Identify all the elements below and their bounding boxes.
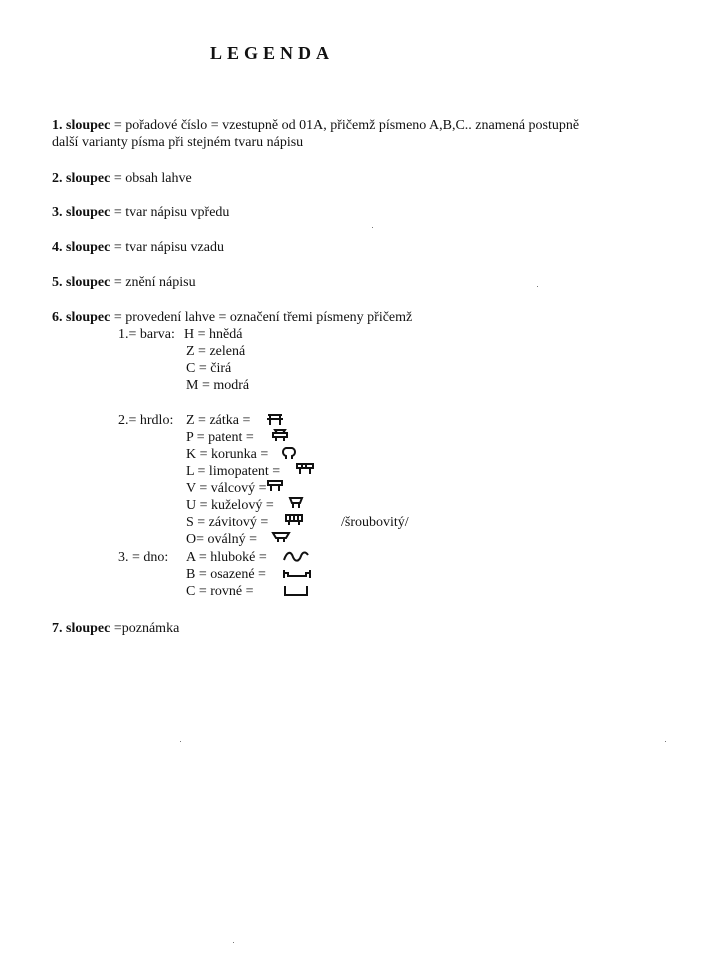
column-1-label: 1. sloupec [52, 118, 111, 133]
scan-speck [537, 286, 538, 287]
hrdlo-item: V = válcový = [186, 481, 267, 496]
column-3-entry [52, 205, 229, 221]
hrdlo-item: K = korunka = [186, 447, 269, 462]
column-4-text: = tvar nápisu vzadu [110, 240, 224, 255]
korunka-icon [280, 446, 298, 461]
zavitovy-icon [284, 513, 304, 527]
column-5-label: 5. sloupec [52, 275, 111, 290]
dno-item: C = rovné = [186, 584, 254, 599]
column-7-entry [52, 621, 179, 637]
barva-item: Z = zelená [186, 344, 246, 359]
hrdlo-note: /šroubovitý/ [341, 515, 409, 530]
scan-speck [233, 942, 234, 943]
wavy-bottom-icon [282, 549, 310, 563]
dno-item: B = osazené = [186, 567, 266, 582]
flat-bottom-icon [282, 584, 310, 598]
scan-speck [372, 227, 373, 228]
patent-icon [271, 428, 289, 442]
barva-label: 1.= barva: [118, 327, 175, 342]
column-4-entry [52, 240, 224, 256]
column-6-entry [52, 310, 412, 326]
hrdlo-label: 2.= hrdlo: [118, 413, 174, 428]
column-1-text: = pořadové číslo = vzestupně od 01A, přičemž písmeno A,B,C.. znamená postupně [110, 118, 580, 133]
column-5-text: = znění nápisu [110, 275, 196, 290]
column-6-label: 6. sloupec [52, 310, 111, 325]
scan-speck [665, 741, 666, 742]
barva-item: C = čirá [186, 361, 232, 376]
hrdlo-item: O= oválný = [186, 532, 258, 547]
column-2-text: = obsah lahve [110, 171, 192, 186]
column-4-label: 4. sloupec [52, 240, 111, 255]
column-3-label: 3. sloupec [52, 205, 111, 220]
barva-item: H = hnědá [184, 327, 243, 342]
scan-speck [180, 741, 181, 742]
column-3-text: = tvar nápisu vpředu [110, 205, 230, 220]
hrdlo-item: Z = zátka = [186, 413, 251, 428]
column-1-text-continued: další varianty písma při stejném tvaru nápisu [52, 135, 304, 150]
kuzelovy-icon [287, 496, 305, 510]
zatka-icon [265, 413, 285, 427]
column-2-entry [52, 171, 192, 187]
column-5-entry [52, 275, 196, 291]
column-7-text: poznámka [121, 621, 180, 636]
hrdlo-item: P = patent = [186, 430, 254, 445]
column-6-text: = provedení lahve = označení třemi písmeny přičemž [110, 310, 413, 325]
ovalny-icon [271, 530, 291, 544]
limopatent-icon [295, 462, 315, 476]
hrdlo-item: S = závitový = [186, 515, 269, 530]
barva-item: M = modrá [186, 378, 250, 393]
valcovy-icon [266, 479, 284, 493]
column-7-equals: = [113, 621, 122, 636]
column-2-label: 2. sloupec [52, 171, 111, 186]
hrdlo-item: U = kuželový = [186, 498, 274, 513]
dno-label: 3. = dno: [118, 550, 169, 565]
hrdlo-item: L = limopatent = [186, 464, 281, 479]
dno-item: A = hluboké = [186, 550, 267, 565]
stepped-bottom-icon [282, 567, 312, 581]
column-7-label: 7. sloupec [52, 621, 111, 636]
column-1-entry [52, 118, 579, 134]
page-title: LEGENDA [210, 43, 335, 63]
